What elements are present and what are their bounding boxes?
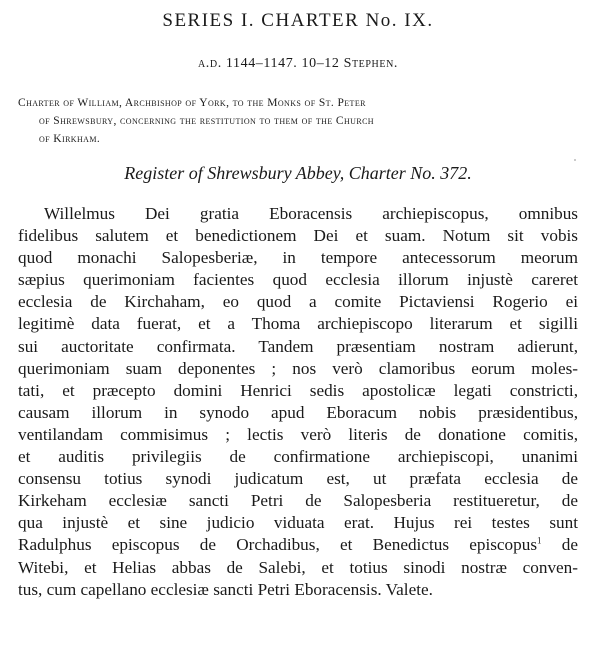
- charter-text: [18, 203, 578, 601]
- text-line: ventilandam commisimus ; lectis verò literis de donatione comitis,: [18, 424, 578, 444]
- text-fragment: Radulphus episcopus de Orchadibus, et Benedictus episcopus: [18, 535, 538, 555]
- description-line: Charter of William, Archbishop of York, to the Monks of St. Peter: [18, 97, 366, 109]
- text-line: qua injustè et sine judicio viduata erat. Hujus rei testes sunt: [18, 513, 578, 533]
- charter-description: [18, 94, 578, 148]
- speck-mark: [574, 159, 576, 161]
- description-line: of Shrewsbury, concerning the restitution to them of the Church: [39, 115, 374, 127]
- text-line: querimoniam suam deponentes ; nos verò clamoribus eorum moles-: [18, 358, 578, 378]
- text-line: tus, cum capellano ecclesiæ sancti Petri Eboracensis. Valete.: [18, 579, 433, 599]
- text-line: fidelibus salutem et benedictionem Dei et suam. Notum sit vobis: [18, 226, 578, 246]
- text-line: Willelmus Dei gratia Eboracensis archiepiscopus, omnibus: [44, 204, 578, 223]
- description-line: of Kirkham.: [39, 133, 101, 145]
- text-line: sui auctoritate confirmata. Tandem præsentiam nostram adierunt,: [18, 336, 578, 356]
- text-line: quod monachi Salopesberiæ, in tempore antecessorum meorum: [18, 248, 578, 268]
- source-citation: Register of Shrewsbury Abbey, Charter No. 372.: [124, 163, 472, 183]
- text-line: Kirkeham ecclesiæ sancti Petri de Salopesberia restitueretur, de: [18, 491, 578, 511]
- text-line: sæpius querimoniam facientes quod ecclesia illorum injustè careret: [18, 270, 578, 290]
- text-line: causam illorum in synodo apud Eboracum nobis præsidentibus,: [18, 402, 578, 422]
- text-line: [18, 534, 578, 556]
- series-heading: SERIES I. CHARTER No. IX.: [162, 10, 434, 31]
- text-line: ecclesia de Kirchaham, eo quod a comite Pictaviensi Rogerio ei: [18, 292, 578, 312]
- text-line: Witebi, et Helias abbas de Salebi, et totius sinodi nostræ conven-: [18, 557, 578, 577]
- text-line: et auditis privilegiis de confirmatione archiepiscopi, unanimi: [18, 447, 578, 467]
- footnote-marker[interactable]: 1: [537, 535, 542, 546]
- text-fragment: de: [541, 535, 578, 555]
- text-line: legitimè data fuerat, et a Thoma archiepiscopo literarum et sigilli: [18, 314, 578, 334]
- date-line: a.d. 1144–1147. 10–12 Stephen.: [197, 56, 399, 71]
- text-line: tati, et præcepto domini Henrici sedis apostolicæ legati constricti,: [18, 380, 578, 400]
- text-line: consensu totius synodi judicatum est, ut præfata ecclesia de: [18, 469, 578, 489]
